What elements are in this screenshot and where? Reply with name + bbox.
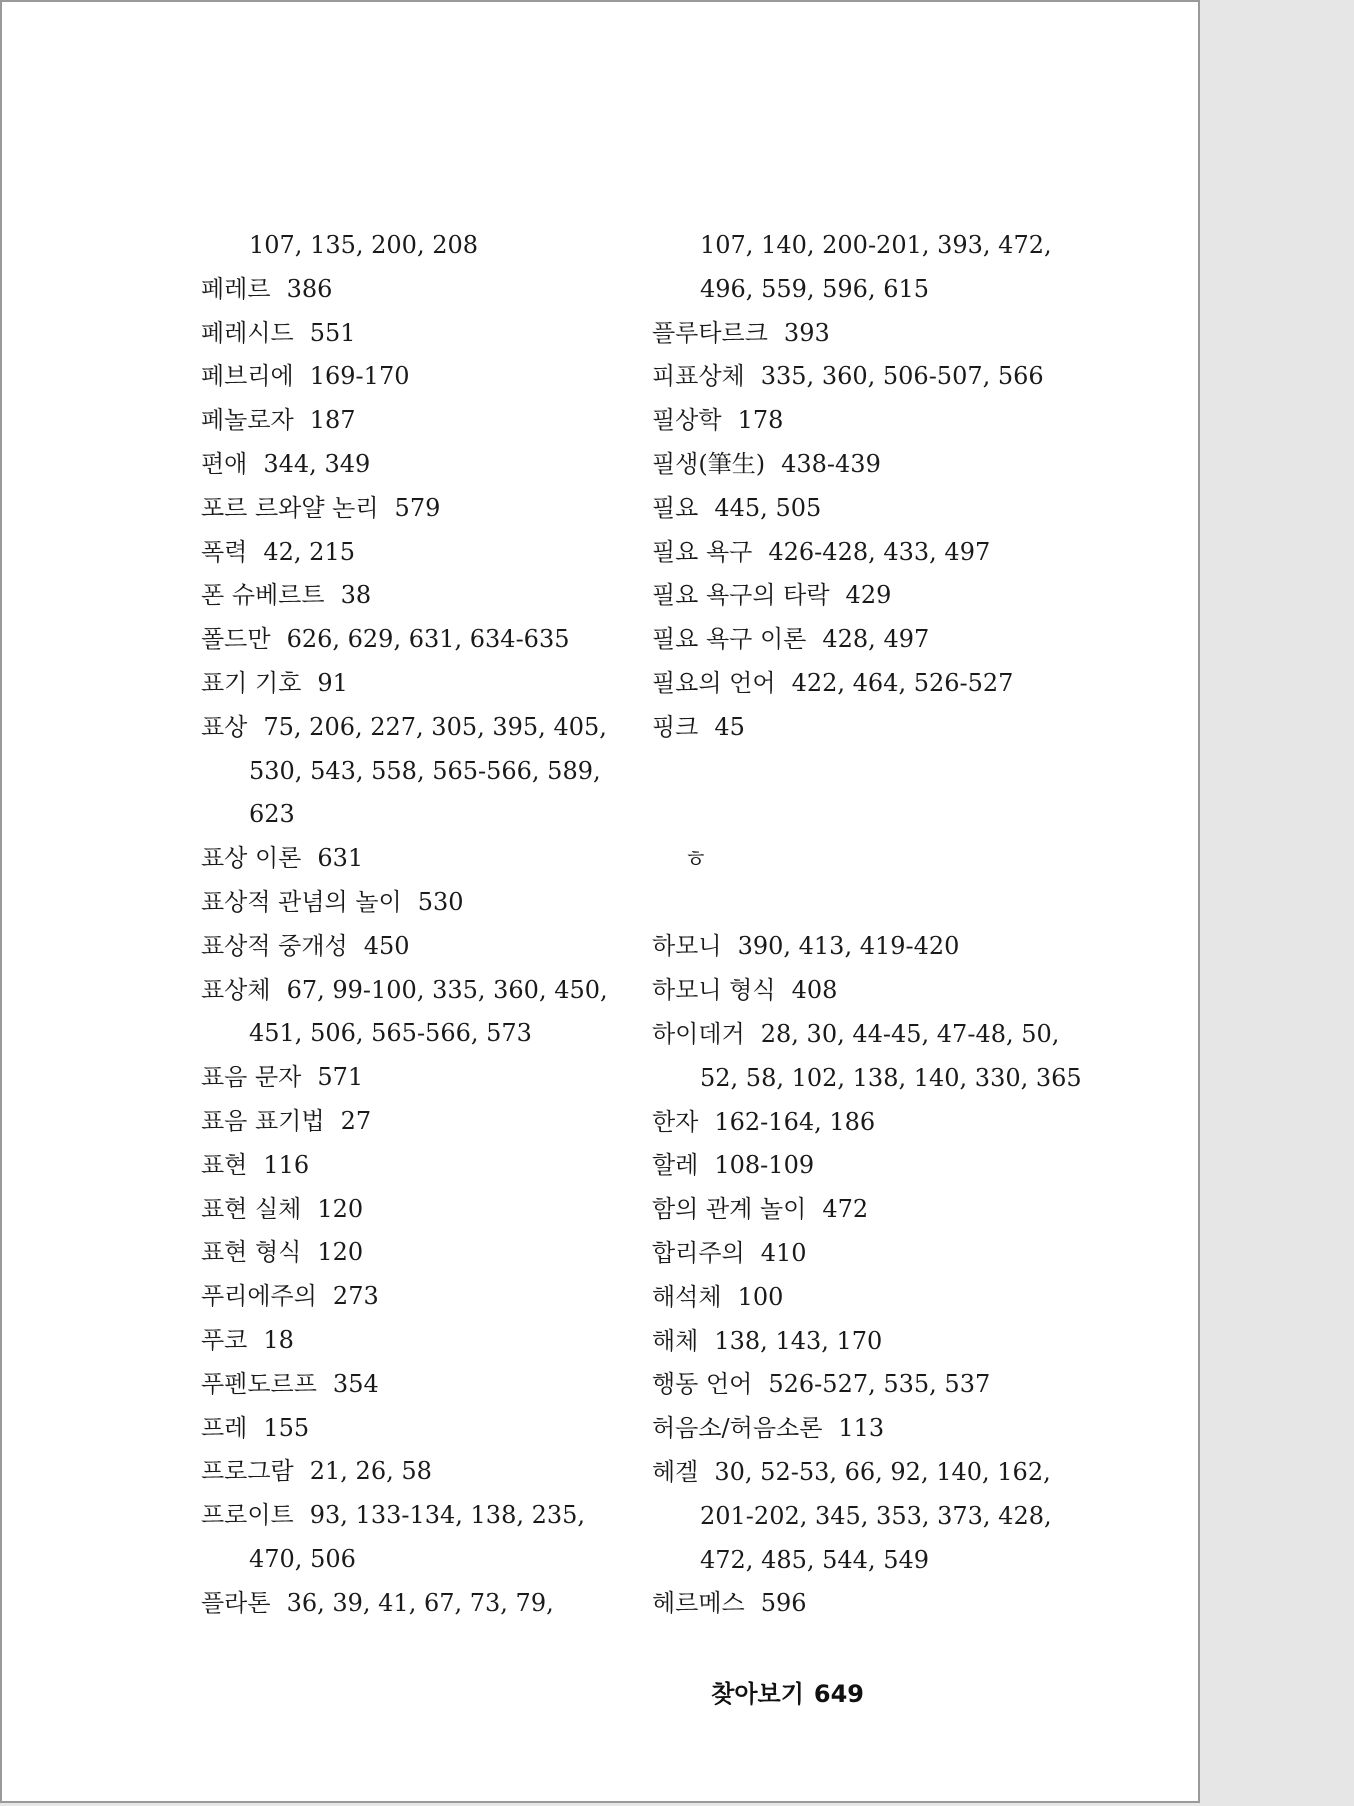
blank-line [652,750,1122,794]
index-pages: 52, 58, 102, 138, 140, 330, 365 [700,1063,1082,1092]
index-entry [201,969,671,1013]
index-entry [652,268,1122,312]
index-pages: 21, 26, 58 [309,1457,432,1486]
index-term: 푸펜도르프 [201,1369,317,1398]
index-term: 헤르메스 [652,1589,745,1618]
index-entry [652,1495,1122,1539]
index-pages: 138, 143, 170 [714,1326,883,1355]
index-entry [201,706,671,750]
index-pages: 623 [249,800,295,829]
index-entry [652,224,1122,268]
index-term: 페레시드 [201,318,294,347]
index-pages: 100 [737,1282,784,1311]
index-entry [201,1012,671,1056]
index-term: 필요 [652,493,699,522]
index-term: 함의 관계 놀이 [652,1195,807,1224]
index-term: 표상 이론 [201,844,302,873]
index-pages: 354 [332,1369,379,1398]
index-entry [652,1013,1122,1057]
index-entry [652,487,1122,531]
index-pages: 113 [838,1414,885,1443]
index-term: 한자 [652,1107,699,1136]
index-pages: 551 [309,318,356,347]
index-term: 표상적 중개성 [201,931,348,960]
index-pages: 410 [760,1238,807,1267]
index-term: 합리주의 [652,1238,745,1267]
index-pages: 626, 629, 631, 634-635 [286,625,570,654]
index-pages: 393 [783,318,830,347]
index-term: 편애 [201,449,248,478]
index-entry [201,487,671,531]
index-entry [652,399,1122,443]
index-term: 해체 [652,1326,699,1355]
index-entry [201,1494,671,1538]
index-entry [201,1319,671,1363]
index-pages: 38 [340,581,372,610]
index-entry [652,312,1122,356]
index-term: 포르 르와얄 논리 [201,493,379,522]
index-entry [652,355,1122,399]
index-term: 페브리에 [201,362,294,391]
index-term: 프로그람 [201,1457,294,1486]
index-entry [652,1232,1122,1276]
index-entry [652,1057,1122,1101]
index-entry [201,312,671,356]
index-entry [201,399,671,443]
index-pages: 201-202, 345, 353, 373, 428, [700,1501,1052,1530]
index-pages: 107, 140, 200-201, 393, 472, [700,231,1052,259]
index-pages: 75, 206, 227, 305, 395, 405, [263,712,607,741]
index-term: 푸코 [201,1325,248,1354]
index-term: 필상학 [652,406,722,435]
index-pages: 178 [737,406,784,435]
index-pages: 496, 559, 596, 615 [700,274,930,303]
index-term: 필요 욕구의 타락 [652,581,830,610]
index-pages: 631 [317,844,364,873]
index-pages: 470, 506 [249,1544,356,1573]
index-term: 하이데거 [652,1019,745,1048]
index-pages: 429 [845,581,892,610]
index-pages: 438-439 [781,449,881,478]
index-entry [201,618,671,662]
index-pages: 571 [317,1063,364,1092]
index-entry [201,1100,671,1144]
index-pages: 27 [340,1106,372,1135]
index-pages: 120 [317,1194,364,1223]
index-term: 표음 문자 [201,1063,302,1092]
index-term: 표음 표기법 [201,1106,325,1135]
index-entry [201,355,671,399]
index-pages: 187 [309,406,356,435]
index-term: 헤겔 [652,1457,699,1486]
index-pages: 579 [394,493,441,522]
index-term: 폰 슈베르트 [201,581,325,610]
index-pages: 120 [317,1238,364,1267]
index-term: 폭력 [201,537,248,566]
index-entry [201,531,671,575]
index-term: 표현 실체 [201,1194,302,1223]
index-entry [652,1582,1122,1626]
index-entry [652,706,1122,750]
section-header: ㅎ [684,844,708,873]
index-pages: 451, 506, 565-566, 573 [249,1019,532,1048]
index-pages: 386 [286,274,333,303]
index-term: 페레르 [201,274,271,303]
index-column-left [201,224,671,1626]
index-entry [201,662,671,706]
index-entry [201,837,671,881]
index-term: 해석체 [652,1282,722,1311]
index-pages: 450 [363,931,410,960]
index-pages: 155 [263,1413,310,1442]
index-entry [652,531,1122,575]
index-pages: 162-164, 186 [714,1107,876,1136]
index-pages: 169-170 [309,362,410,391]
index-pages: 30, 52-53, 66, 92, 140, 162, [714,1457,1051,1486]
index-entry [652,574,1122,618]
blank-line [652,794,1122,838]
index-term: 플라톤 [201,1588,271,1617]
index-entry [201,1407,671,1451]
index-entry [201,574,671,618]
index-entry [652,1363,1122,1407]
index-entry [201,1144,671,1188]
index-term: 하모니 형식 [652,976,776,1005]
index-pages: 28, 30, 44-45, 47-48, 50, [760,1019,1060,1048]
index-pages: 91 [317,668,348,697]
index-term: 표상적 관념의 놀이 [201,887,402,916]
index-term: 프레 [201,1413,248,1442]
index-term: 페놀로자 [201,406,294,435]
index-column-right [652,224,1122,1626]
index-term: 푸리에주의 [201,1282,317,1311]
index-pages: 108-109 [714,1151,815,1180]
index-term: 표현 형식 [201,1238,302,1267]
index-term: 필생(筆生) [652,449,766,478]
index-term: 행동 언어 [652,1370,753,1399]
page-number: 649 [813,1680,864,1708]
index-entry [201,925,671,969]
index-pages: 596 [760,1589,807,1618]
index-term: 표기 기호 [201,668,302,697]
index-pages: 390, 413, 419-420 [737,932,960,961]
index-entry [652,1101,1122,1145]
index-entry [201,1450,671,1494]
index-term: 폴드만 [201,625,271,654]
index-pages: 36, 39, 41, 67, 73, 79, [286,1588,554,1617]
index-pages: 45 [714,712,745,741]
index-pages: 335, 360, 506-507, 566 [760,362,1044,391]
index-pages: 344, 349 [263,449,371,478]
index-entry [652,1144,1122,1188]
index-pages: 422, 464, 526-527 [791,668,1014,697]
index-entry [201,224,671,268]
index-entry [652,662,1122,706]
index-pages: 93, 133-134, 138, 235, [309,1501,586,1530]
index-pages: 530 [417,887,464,916]
index-term: 핑크 [652,712,699,741]
index-entry [201,1275,671,1319]
page-footer [711,1674,864,1709]
index-entry [201,268,671,312]
index-term: 표상체 [201,975,271,1004]
index-entry [652,969,1122,1013]
index-term: 필요 욕구 [652,537,753,566]
index-entry [652,1539,1122,1583]
index-term: 피표상체 [652,362,745,391]
index-term: 하모니 [652,932,722,961]
footer-label: 찾아보기 [711,1680,804,1708]
index-entry [201,1188,671,1232]
index-pages: 472, 485, 544, 549 [700,1545,930,1574]
index-entry [201,1363,671,1407]
index-entry [652,443,1122,487]
index-term: 프로이트 [201,1501,294,1530]
index-entry [201,443,671,487]
index-pages: 18 [263,1325,294,1354]
index-pages: 273 [332,1282,379,1311]
index-pages: 426-428, 433, 497 [768,537,991,566]
index-pages: 408 [791,976,838,1005]
index-entry [201,881,671,925]
index-entry [652,925,1122,969]
index-pages: 67, 99-100, 335, 360, 450, [286,975,608,1004]
index-pages: 445, 505 [714,493,822,522]
index-term: 필요의 언어 [652,668,776,697]
index-entry [201,750,671,794]
index-entry [652,1188,1122,1232]
index-entry [201,1231,671,1275]
index-entry [201,793,671,837]
index-entry [201,1538,671,1582]
index-term: 표현 [201,1150,248,1179]
index-entry [652,618,1122,662]
index-term: 표상 [201,712,248,741]
index-entry [652,1451,1122,1495]
blank-line [652,881,1122,925]
index-entry [652,1320,1122,1364]
index-entry [201,1582,671,1626]
index-pages: 116 [263,1150,310,1179]
index-entry [201,1056,671,1100]
index-pages: 42, 215 [263,537,355,566]
index-pages: 107, 135, 200, 208 [249,231,479,259]
index-pages: 472 [822,1195,869,1224]
index-pages: 530, 543, 558, 565-566, 589, [249,756,601,785]
index-entry [652,1276,1122,1320]
index-pages: 428, 497 [822,625,930,654]
index-term: 필요 욕구 이론 [652,625,807,654]
index-term: 허음소/허음소론 [652,1414,823,1443]
index-entry [652,1407,1122,1451]
index-term: 할레 [652,1151,699,1180]
index-pages: 526-527, 535, 537 [768,1370,991,1399]
index-term: 플루타르크 [652,318,768,347]
